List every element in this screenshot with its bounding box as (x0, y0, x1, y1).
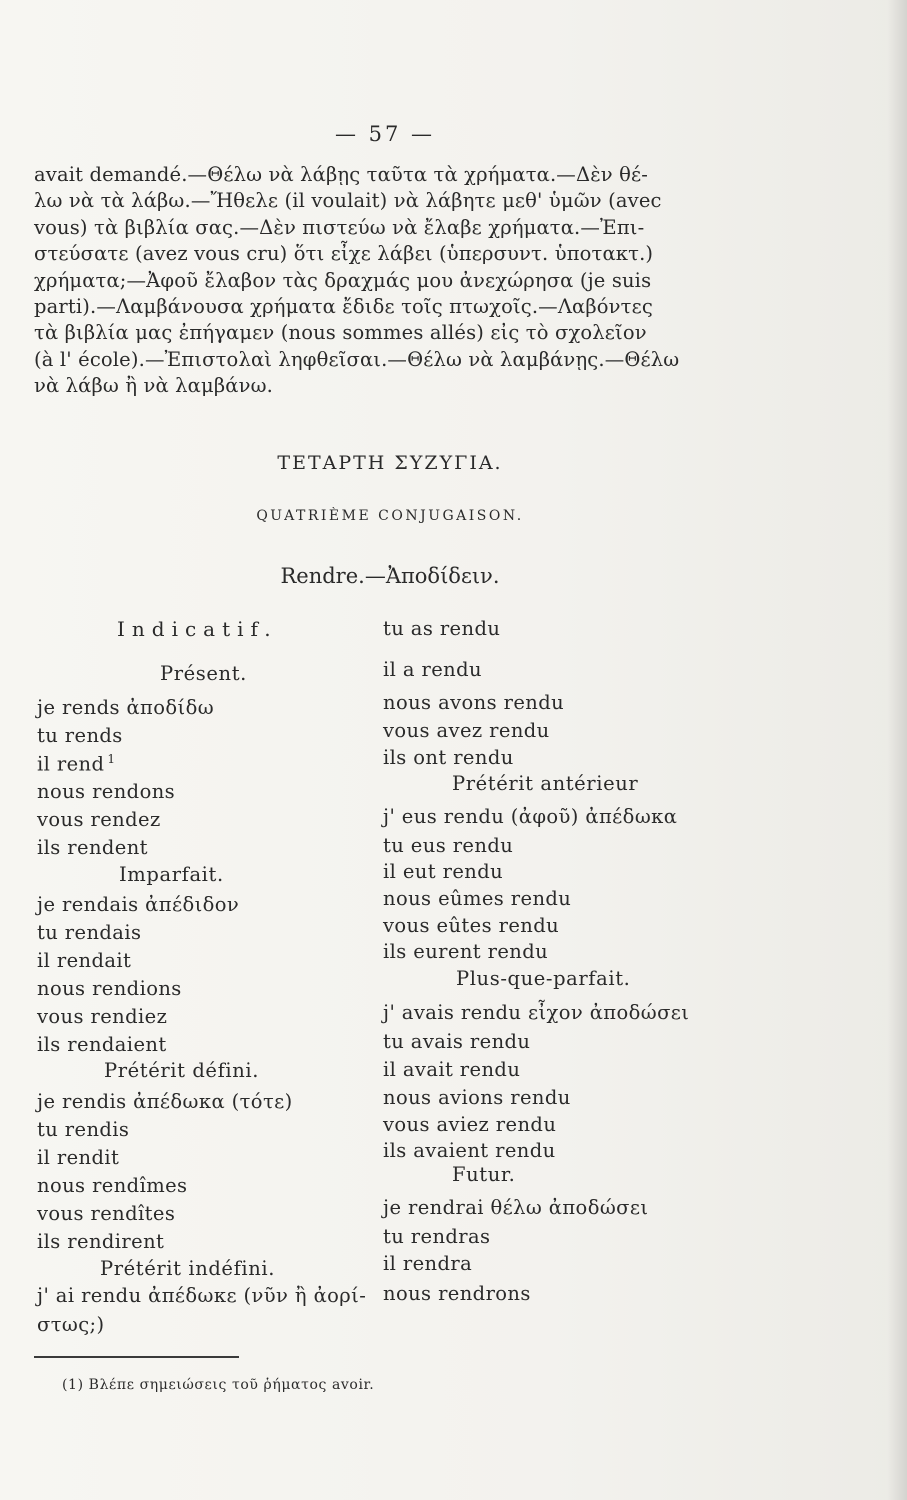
conjugation-line: tu rendis (37, 1118, 130, 1141)
conjugation-line: il eut rendu (383, 860, 504, 883)
conjugation-line: nous avons rendu (383, 691, 565, 714)
conjugation-line: vous rendez (37, 808, 161, 831)
conjugation-line: je rendis ἀπέδωκα (τότε) (37, 1090, 293, 1113)
page-number: — 57 — (334, 122, 436, 146)
section-heading-french: QUATRIÈME CONJUGAISON. (256, 508, 524, 524)
conjugation-line: ils ont rendu (383, 746, 514, 769)
conjugation-line: tu avais rendu (383, 1030, 531, 1053)
conjugation-line: nous avions rendu (383, 1086, 571, 1109)
footnote-marker: 1 (107, 752, 116, 766)
conjugation-line: je rendais ἀπέδιδον (37, 893, 240, 916)
conjugation-line: j' ai rendu ἀπέδωκε (νῦν ἢ ἀορί- (37, 1284, 367, 1307)
conjugation-line: nous rendrons (383, 1282, 531, 1305)
tense-heading-preterit-defini: Prétérit défini. (104, 1059, 260, 1082)
conjugation-line: tu rends (37, 724, 123, 747)
conjugation-line: vous avez rendu (383, 719, 550, 742)
conjugation-line: vous rendîtes (37, 1202, 176, 1225)
mood-heading: Indicatif. (117, 617, 278, 641)
conjugation-line: il avait rendu (383, 1058, 521, 1081)
conjugation-line: ils eurent rendu (383, 940, 549, 963)
conjugation-line: il a rendu (383, 658, 482, 681)
paragraph-line: χρήματα;—Ἀφοῦ ἔλαβον τὰς δραχμάς μου ἀνεχώρησα (je suis (34, 268, 652, 292)
conjugation-line: je rendrai θέλω ἀποδώσει (383, 1196, 649, 1219)
conjugation-line: tu eus rendu (383, 834, 514, 857)
paragraph-line: vous) τὰ βιβλία σας.—Δὲν πιστεύω νὰ ἔλαβε χρήματα.—Ἐπι- (34, 215, 645, 239)
tense-heading-futur: Futur. (452, 1163, 516, 1186)
conjugation-line: ils rendirent (37, 1230, 165, 1253)
page-edge-shadow (887, 0, 907, 1500)
footnote: (1) Βλέπε σημειώσεις τοῦ ῥήματος avoir. (62, 1377, 375, 1393)
conjugation-line: nous eûmes rendu (383, 887, 572, 910)
conjugation-line: il rendit (37, 1146, 120, 1169)
conjugation-line: tu rendais (37, 921, 142, 944)
conjugation-line: tu rendras (383, 1225, 491, 1248)
conjugation-line: ils rendaient (37, 1033, 167, 1056)
paragraph-line: τὰ βιβλία μας ἐπήγαμεν (nous sommes allés) εἰς τὸ σχολεῖον (34, 321, 647, 345)
conjugation-line: ils rendent (37, 836, 148, 859)
conjugation-line: vous rendiez (37, 1005, 168, 1028)
conjugation-line: il rendra (383, 1252, 473, 1275)
paragraph-line: στεύσατε (avez vous cru) ὅτι εἶχε λάβει (ὑπερσυντ. ὑποτακτ.) (34, 242, 654, 266)
paragraph-line: parti).—Λαμβάνουσα χρήματα ἔδιδε τοῖς πτωχοῖς.—Λαβόντες (34, 294, 653, 318)
conjugation-line: je rends ἀποδίδω (37, 696, 215, 719)
conjugation-line: j' avais rendu εἶχον ἀποδώσει (383, 1001, 690, 1024)
conjugation-line: tu as rendu (383, 617, 501, 640)
paragraph-line: (à l' école).—Ἐπιστολαὶ ληφθεῖσαι.—Θέλω νὰ λαμβάνῃς.—Θέλω (34, 347, 680, 371)
tense-heading-preterit-indefini: Prétérit indéfini. (100, 1257, 276, 1280)
section-heading-greek: ΤΕΤΑΡΤΗ ΣΥΖΥΓΙΑ. (277, 452, 503, 474)
footnote-divider (34, 1356, 239, 1358)
conjugation-line: vous aviez rendu (383, 1113, 557, 1136)
conjugation-line: j' eus rendu (ἀφοῦ) ἀπέδωκα (383, 805, 678, 828)
exercise-paragraph (34, 162, 724, 400)
verb-heading: Rendre.—Ἀποδίδειν. (280, 564, 500, 588)
conjugation-line: nous rendons (37, 780, 176, 803)
tense-heading-preterit-anterieur: Prétérit antérieur (452, 772, 639, 795)
paragraph-line: νὰ λάβω ἢ νὰ λαμβάνω. (34, 374, 273, 398)
conjugation-line: il rendait (37, 949, 132, 972)
conjugation-line: il rend $^1$ (37, 752, 116, 776)
conjugation-line: nous rendîmes (37, 1174, 188, 1197)
conjugation-line: στως;) (37, 1313, 105, 1336)
conjugation-line: ils avaient rendu (383, 1139, 556, 1162)
tense-heading-plus-que-parfait: Plus-que-parfait. (456, 967, 631, 990)
conjugation-line: vous eûtes rendu (383, 914, 560, 937)
tense-heading-imparfait: Imparfait. (119, 863, 224, 886)
conjugation-line: nous rendions (37, 977, 182, 1000)
paragraph-line: avait demandé.—Θέλω νὰ λάβῃς ταῦτα τὰ χρήματα.—Δὲν θέ- (34, 163, 649, 186)
tense-heading-present: Présent. (160, 662, 247, 685)
paragraph-line: λω νὰ τὰ λάβω.—Ἤθελε (il voulait) νὰ λάβητε μεθ' ὑμῶν (avec (34, 189, 662, 213)
